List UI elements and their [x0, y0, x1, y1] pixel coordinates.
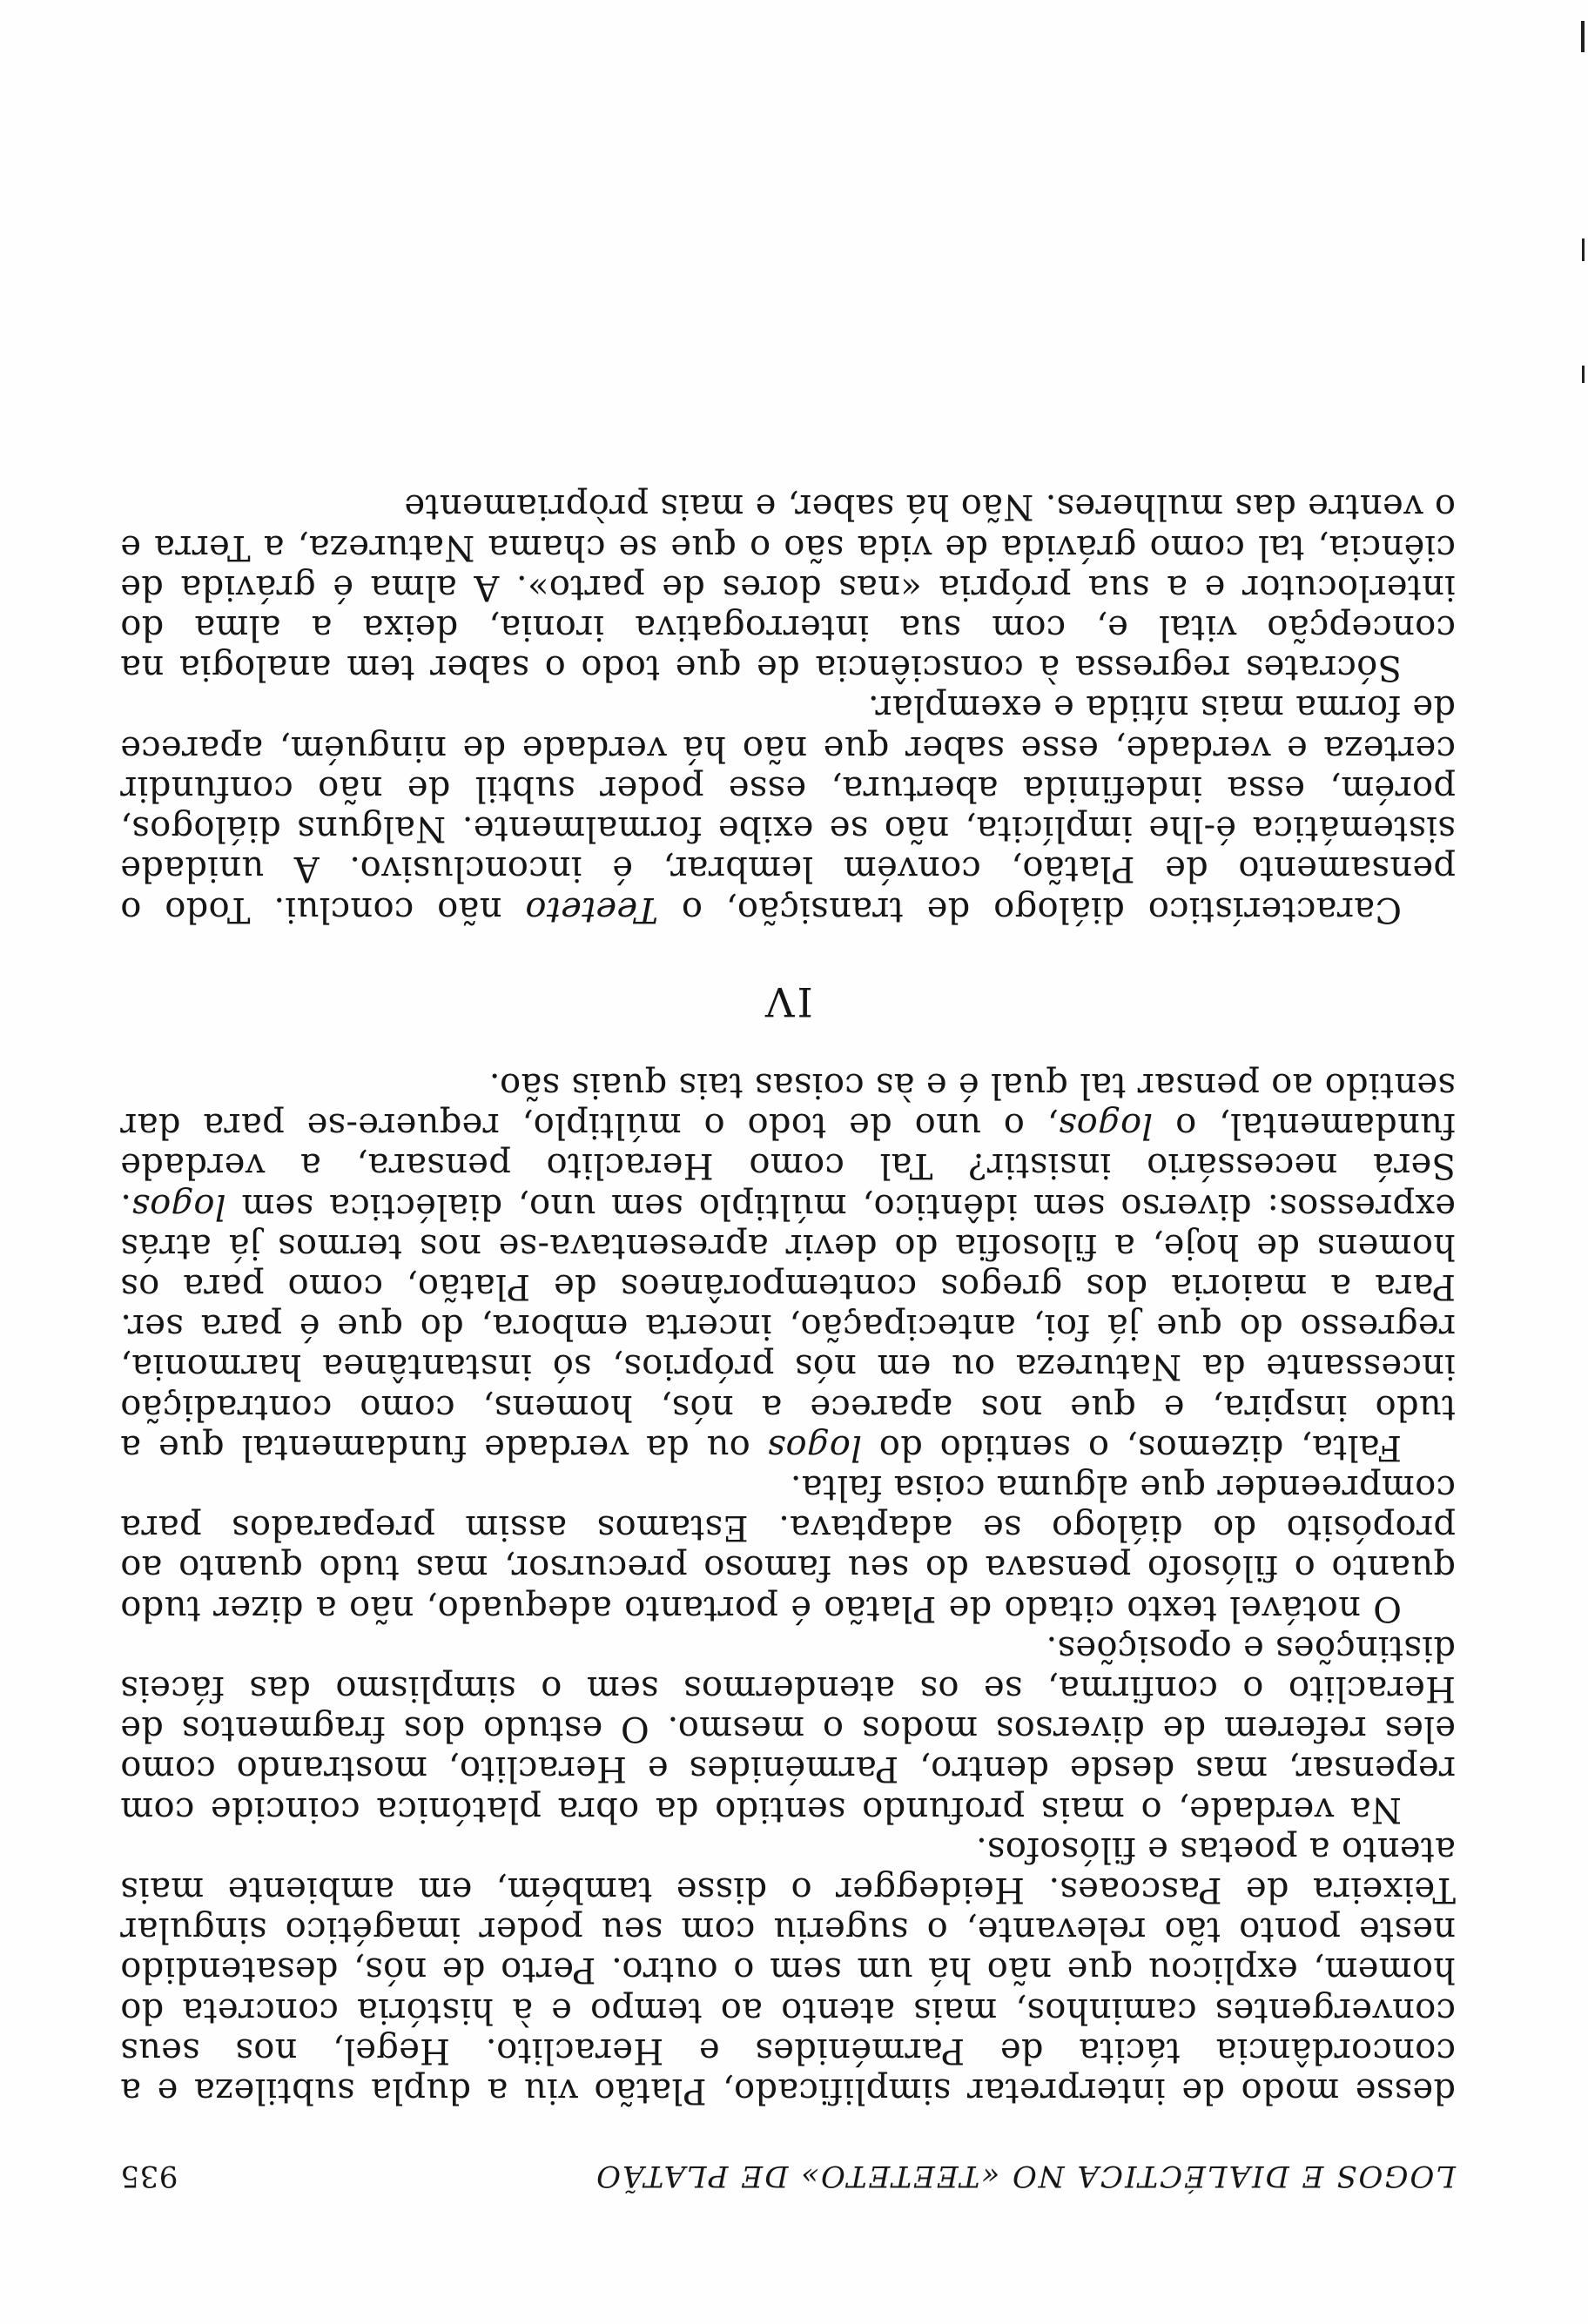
logos-term: logos: [1058, 1105, 1154, 1146]
paragraph-3: O notável texto citado de Platão é portanto adequado, não a dizer tudo quanto o filósofo pensava do seu famoso precursor, mas tudo quanto ao propósito do diálogo se adaptava. Estamos assim preparados para compreender que alguma coisa falta.: [120, 1467, 1456, 1629]
paragraph-5-part-3: não conclui. Todo o pensamento de Platão, convém lembrar, é inconclusivo. A unidade sistemática é-lhe implícita, não se exibe formalmente. Nalguns diálogos, porém, essa indefinida abertura, esse poder subtil de não confundir certeza e verdade, esse saber que não há verdade de ninguém, aparece de forma mais nítida e exemplar.: [120, 688, 1456, 930]
margin-mark: [1582, 366, 1585, 383]
text-body: [120, 487, 1456, 2111]
running-header: [120, 2150, 1456, 2193]
running-title: LOGOS E DIALÉCTICA NO «TEETETO» DE PLATÃO: [595, 2159, 1456, 2193]
logos-term: logos: [767, 1427, 862, 1468]
paragraph-1: desse modo de interpretar simplificado, Platão viu a dupla subtileza e a concordância tácita de Parménides e Heraclito. Hegel, nos seus convergentes caminhos, mais atento ao tempo e à história concreta do homem, explicou que não há um sem o outro. Perto de nós, desatendido neste ponto tão relevante, o sugeriu com seu poder imagético singular Teixeira de Pascoaes. Heidegger o disse também, em ambiente mais atento a poetas e filósofos.: [120, 1829, 1456, 2111]
paragraph-5-part-1: Característico diálogo de transição, o: [658, 889, 1402, 930]
paragraph-4-part-1: Falta, dizemos, o sentido do: [861, 1427, 1402, 1468]
logos-term: logos: [131, 1186, 226, 1226]
paragraph-5: [120, 688, 1456, 929]
page-number: 935: [120, 2159, 178, 2193]
paragraph-4: [120, 1065, 1456, 1468]
paragraph-4-part-3: ou da verdade fundamental que a tudo inspira, e que nos aparece a nós, homens, como contradição incessante da Natureza ou em nós próprios, só instantânea harmonia, regresso do que já foi, antecipação, incerta embora, do que é para ser. Para a maioria dos gregos contemporâneos de Platão, como para os homens de hoje, a filosofia do devir apresentava-se nos termos já atrás expressos: diverso sem idêntico, múltiplo sem uno, dialéctica sem: [120, 1186, 1456, 1468]
paragraph-2: Na verdade, o mais profundo sentido da obra platónica coincide com repensar, mas desde dentro, Parménides e Heraclito, mostrando como eles referem de diversos modos o mesmo. O estudo dos fragmentos de Heraclito o confirma, se os atendermos sem o simplismo das fáceis distinções e oposições.: [120, 1628, 1456, 1830]
paragraph-6: Sócrates regressa à consciência de que todo o saber tem analogia na concepção vital e, com sua interrogativa ironia, deixa a alma do interlocutor e a sua própria «nas dores de parto». A alma é grávida de ciência, tal como grávida de vida são o que se chama Natureza, a Terra e o ventre das mulheres. Não há saber, e mais pròpriamente: [120, 487, 1456, 688]
section-heading-iv: IV: [763, 977, 813, 1025]
margin-mark: [1582, 238, 1585, 261]
teeteto-title: Teeteto: [525, 889, 659, 930]
margin-mark: [1581, 21, 1585, 52]
paragraph-4-part-5: . Será necessário insistir? Tal como Heraclito pensara, a verdade fundamental, o: [120, 1105, 1456, 1226]
paragraph-4-part-7: , o uno de todo o múltiplo, requere-se para dar sentido ao pensar tal qual é e às coisas tais quais são.: [120, 1065, 1456, 1146]
